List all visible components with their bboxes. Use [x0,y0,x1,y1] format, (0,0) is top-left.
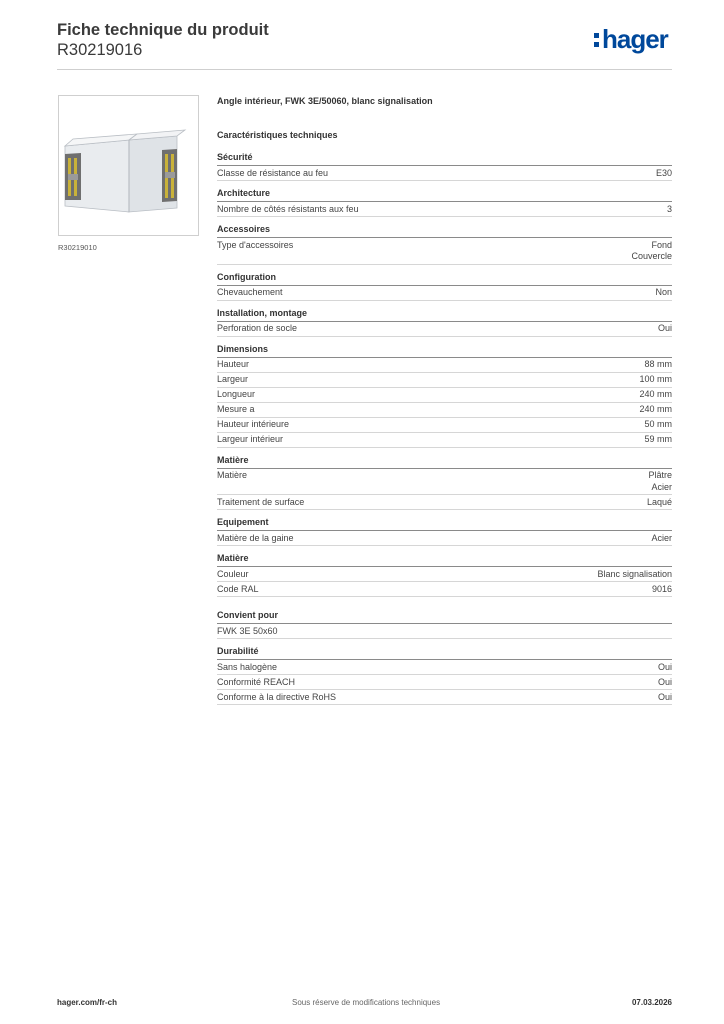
spec-label: Classe de résistance au feu [217,167,329,178]
spec-group-title: Convient pour [217,610,672,624]
spec-label: Mesure a [217,404,255,414]
spec-group [217,308,672,337]
spec-group [217,188,672,217]
spec-group [217,553,672,597]
spec-label: FWK 3E 50x60 [217,625,278,636]
spec-row [217,373,672,388]
spec-group-title: Installation, montage [217,308,672,322]
spec-value-line: Acier [651,532,672,543]
spec-group-title: Architecture [217,188,672,202]
spec-label: Hauteur intérieure [217,419,290,429]
spec-row [217,675,672,690]
spec-value-line: 9016 [651,583,672,594]
spec-group-title: Equipement [217,517,672,531]
spec-value-line: 3 [666,203,672,214]
spec-group [217,455,672,511]
image-caption: R30219010 [58,243,97,252]
spec-value [656,168,672,180]
spec-row [217,388,672,403]
spec-value-line: Non [655,287,672,297]
spec-value-line: 50 mm [644,419,672,429]
logo-colon-mark [594,26,600,50]
spec-group-title: Sécurité [217,152,672,166]
spec-value-line: Laqué [646,496,672,507]
spec-label: Largeur [217,374,249,384]
spec-value [639,374,672,386]
spec-value [644,419,672,431]
spec-label: Perforation de socle [217,323,298,333]
spec-row [217,495,672,510]
logo-text: hager [602,24,668,54]
spec-value-line: Plâtre [648,470,672,480]
spec-row [217,531,672,546]
spec-value [658,692,672,704]
spec-label: Chevauchement [217,287,283,297]
spec-row [217,469,672,496]
spec-value [648,470,672,493]
spec-label: Conformité REACH [217,676,296,687]
spec-group-title: Accessoires [217,224,672,238]
spec-value [597,569,672,581]
spec-group-title: Matière [217,553,672,567]
spec-groups [217,152,672,705]
spec-row [217,322,672,337]
spec-label: Traitement de surface [217,496,305,507]
spec-group [217,152,672,181]
product-image [58,95,199,236]
spec-group-title: Dimensions [217,344,672,358]
spec-value [658,662,672,674]
spec-value-line: E30 [655,167,672,178]
spec-label: Longueur [217,389,256,399]
spec-value [647,497,672,509]
spec-group [217,224,672,265]
spec-value-line: Fond [651,239,672,250]
spec-value [644,359,672,371]
spec-group-title: Matière [217,455,672,469]
product-reference: R30219016 [57,41,143,59]
footer-disclaimer: Sous réserve de modifications techniques [292,998,441,1007]
spec-value [652,584,672,596]
spec-group [217,344,672,448]
footer-website: hager.com/fr-ch [57,998,118,1007]
spec-label: Nombre de côtés résistants aux feu [217,203,359,214]
header-divider [57,69,672,70]
spec-label: Type d'accessoires [217,239,294,250]
spec-row [217,624,672,639]
spec-label: Sans halogène [217,661,278,672]
spec-value [658,677,672,689]
spec-value-line: Couvercle [631,251,672,261]
spec-value-line: Acier [651,481,672,492]
spec-label: Matière de la gaine [217,532,294,543]
spec-value-line: 240 mm [639,404,672,414]
hager-logo [594,26,668,60]
spec-group-title: Durabilité [217,646,672,660]
spec-value [644,434,672,446]
spec-group-title: Configuration [217,272,672,286]
spec-label: Largeur intérieur [217,434,284,444]
spec-value-line: 88 mm [644,359,672,369]
spec-row [217,166,672,181]
spec-label: Conforme à la directive RoHS [217,691,337,702]
spec-label: Couleur [217,568,249,579]
spec-value-line: Oui [657,661,672,672]
spec-group [217,646,672,705]
spec-value [631,240,672,263]
spec-group [217,610,672,639]
spec-value-line: 59 mm [644,434,672,444]
spec-row [217,582,672,597]
spec-value [658,323,672,335]
spec-value [655,287,672,299]
technical-details [217,96,672,712]
product-description: Angle intérieur, FWK 3E/50060, blanc signalisation [217,96,433,106]
spec-row [217,660,672,675]
spec-value-line: 240 mm [639,389,672,399]
spec-row [217,238,672,265]
spec-row [217,403,672,418]
spec-label: Matière [217,470,248,480]
spec-row [217,567,672,582]
spec-value [651,533,672,545]
spec-value-line: 100 mm [639,374,672,384]
spec-group [217,272,672,301]
spec-row [217,202,672,217]
document-header [57,20,269,60]
spec-row [217,286,672,301]
spec-row [217,690,672,705]
spec-value [667,204,672,216]
spec-group [217,517,672,546]
spec-value-line: Oui [657,323,672,333]
spec-value-line: Blanc signalisation [597,568,672,579]
spec-value [639,389,672,401]
spec-value-line: Oui [657,691,672,702]
section-heading: Caractéristiques techniques [217,130,338,140]
spec-row [217,358,672,373]
document-title: Fiche technique du produit [57,21,269,39]
spec-row [217,418,672,433]
spec-value [639,404,672,416]
spec-row [217,433,672,448]
footer-date: 07.03.2026 [631,998,672,1007]
spec-label: Code RAL [217,583,259,594]
spec-label: Hauteur [217,359,250,369]
spec-value-line: Oui [657,676,672,687]
duct-angle-illustration [59,96,198,235]
